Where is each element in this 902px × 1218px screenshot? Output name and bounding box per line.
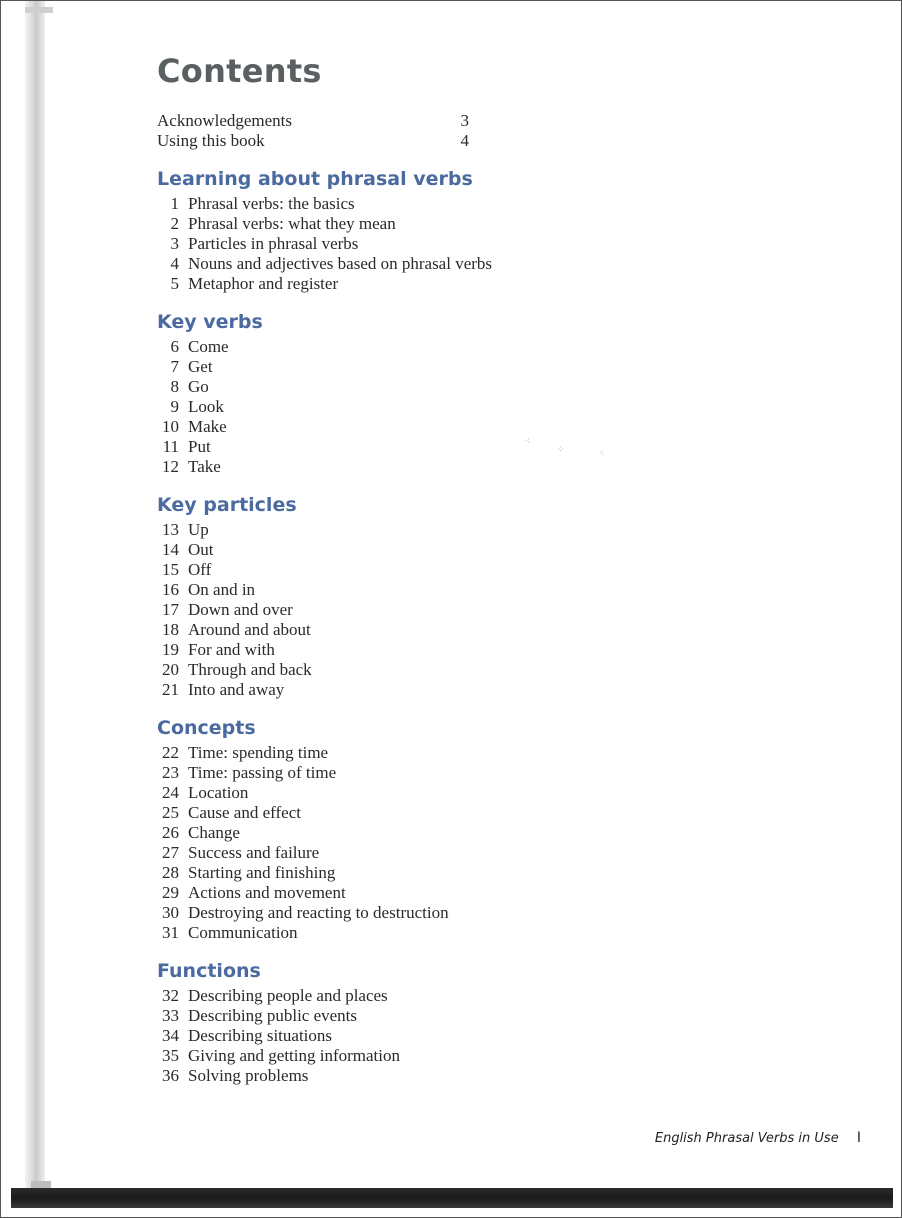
scan-speck: ⁖ [525,437,531,447]
unit-title: Change [188,823,240,842]
unit-number: 32 [162,986,179,1005]
unit-entry [157,214,717,234]
contents-section [157,492,717,700]
unit-title: Come [188,337,229,356]
unit-entry [157,437,717,457]
unit-title: Describing public events [188,1006,358,1025]
unit-entry [157,580,717,600]
unit-title: Go [188,377,209,396]
unit-entry [157,1046,717,1066]
unit-entry [157,254,717,274]
unit-number: 12 [162,457,179,476]
unit-title: Phrasal verbs: the basics [188,194,355,213]
unit-title: Time: spending time [188,743,329,762]
unit-entry [157,457,717,477]
unit-number: 26 [162,823,179,842]
unit-entry [157,1006,717,1026]
page-bottom-shadow [11,1188,893,1208]
unit-title: Time: passing of time [188,763,337,782]
unit-number: 34 [162,1026,179,1045]
unit-number: 31 [162,923,179,942]
unit-number: 6 [170,337,179,356]
front-matter-label: Acknowledgements [157,111,293,130]
front-matter-page-number: 4 [460,131,469,150]
unit-number: 29 [162,883,179,902]
unit-entry [157,194,717,214]
unit-number: 8 [170,377,179,396]
unit-number: 13 [162,520,179,539]
unit-title: Through and back [188,660,312,679]
unit-number: 33 [162,1006,179,1025]
unit-number: 28 [162,863,179,882]
unit-title: Metaphor and register [188,274,339,293]
unit-entry [157,397,717,417]
unit-title: Giving and getting information [188,1046,400,1065]
unit-title: Communication [188,923,298,942]
unit-entry [157,660,717,680]
unit-title: For and with [188,640,275,659]
unit-title: Put [188,437,211,456]
unit-title: Describing people and places [188,986,388,1005]
unit-number: 22 [162,743,179,762]
unit-title: Cause and effect [188,803,301,822]
unit-title: Up [188,520,209,539]
unit-number: 27 [162,843,179,862]
unit-number: 11 [162,437,179,456]
footer-book-title: English Phrasal Verbs in Use [654,1131,839,1146]
unit-number: 35 [162,1046,179,1065]
unit-entry [157,823,717,843]
unit-entry [157,923,717,943]
unit-title: Phrasal verbs: what they mean [188,214,396,233]
contents-section [157,715,717,943]
unit-title: Describing situations [188,1026,333,1045]
unit-title: Look [188,397,224,416]
unit-entry [157,337,717,357]
unit-entry [157,377,717,397]
unit-entry [157,540,717,560]
unit-number: 10 [162,417,179,436]
unit-number: 24 [162,783,179,802]
unit-entry [157,1026,717,1046]
unit-title: Particles in phrasal verbs [188,234,359,253]
section-heading: Key particles [157,494,297,516]
unit-entry [157,803,717,823]
unit-number: 30 [162,903,179,922]
front-matter-list [157,111,717,151]
unit-title: Take [188,457,221,476]
scan-speck: ⁖ [599,449,605,459]
unit-entry [157,763,717,783]
unit-number: 7 [170,357,179,376]
unit-number: 5 [170,274,179,293]
front-matter-page-number: 3 [460,111,469,130]
unit-title: Down and over [188,600,293,619]
unit-entry [157,640,717,660]
unit-title: On and in [188,580,256,599]
unit-title: Location [188,783,249,802]
unit-number: 19 [162,640,179,659]
unit-title: Nouns and adjectives based on phrasal verbs [188,254,493,273]
unit-number: 16 [162,580,179,599]
unit-number: 9 [170,397,179,416]
unit-entry [157,417,717,437]
unit-title: Actions and movement [188,883,346,902]
unit-title: Destroying and reacting to destruction [188,903,449,922]
page-spine-shadow [25,1,45,1191]
unit-entry [157,274,717,294]
unit-entry [157,520,717,540]
unit-title: Get [188,357,213,376]
unit-number: 25 [162,803,179,822]
unit-number: 21 [162,680,179,699]
unit-entry [157,986,717,1006]
unit-entry [157,883,717,903]
unit-title: Into and away [188,680,285,699]
unit-entry [157,357,717,377]
unit-number: 17 [162,600,179,619]
section-heading: Key verbs [157,311,263,333]
sections-list [157,166,717,1086]
contents-section [157,958,717,1086]
scan-speck: ⁘ [557,445,565,455]
unit-title: Success and failure [188,843,320,862]
page-corner-mark [25,7,53,13]
unit-number: 20 [162,660,179,679]
unit-entry [157,843,717,863]
unit-title: Make [188,417,227,436]
unit-entry [157,234,717,254]
unit-title: Out [188,540,214,559]
unit-number: 18 [162,620,179,639]
front-matter-item [157,111,717,131]
contents-body [157,49,717,1086]
unit-number: 1 [170,194,179,213]
unit-title: Off [188,560,212,579]
unit-entry [157,863,717,883]
front-matter-item [157,131,717,151]
unit-entry [157,1066,717,1086]
unit-entry [157,560,717,580]
unit-number: 23 [162,763,179,782]
unit-entry [157,743,717,763]
footer-page-folio: I [856,1130,861,1146]
front-matter-label: Using this book [157,131,265,150]
page-footer [601,1130,861,1146]
unit-entry [157,680,717,700]
unit-entry [157,620,717,640]
section-heading: Functions [157,960,261,982]
unit-number: 14 [162,540,179,559]
contents-section [157,309,717,477]
unit-entry [157,783,717,803]
unit-entry [157,903,717,923]
unit-title: Starting and finishing [188,863,336,882]
unit-number: 15 [162,560,179,579]
unit-number: 3 [170,234,179,253]
unit-entry [157,600,717,620]
unit-number: 36 [162,1066,179,1085]
unit-number: 4 [170,254,179,273]
page-title: Contents [157,52,322,90]
unit-title: Solving problems [188,1066,309,1085]
contents-section [157,166,717,294]
unit-number: 2 [170,214,179,233]
section-heading: Learning about phrasal verbs [157,168,473,190]
section-heading: Concepts [157,717,256,739]
unit-title: Around and about [188,620,311,639]
